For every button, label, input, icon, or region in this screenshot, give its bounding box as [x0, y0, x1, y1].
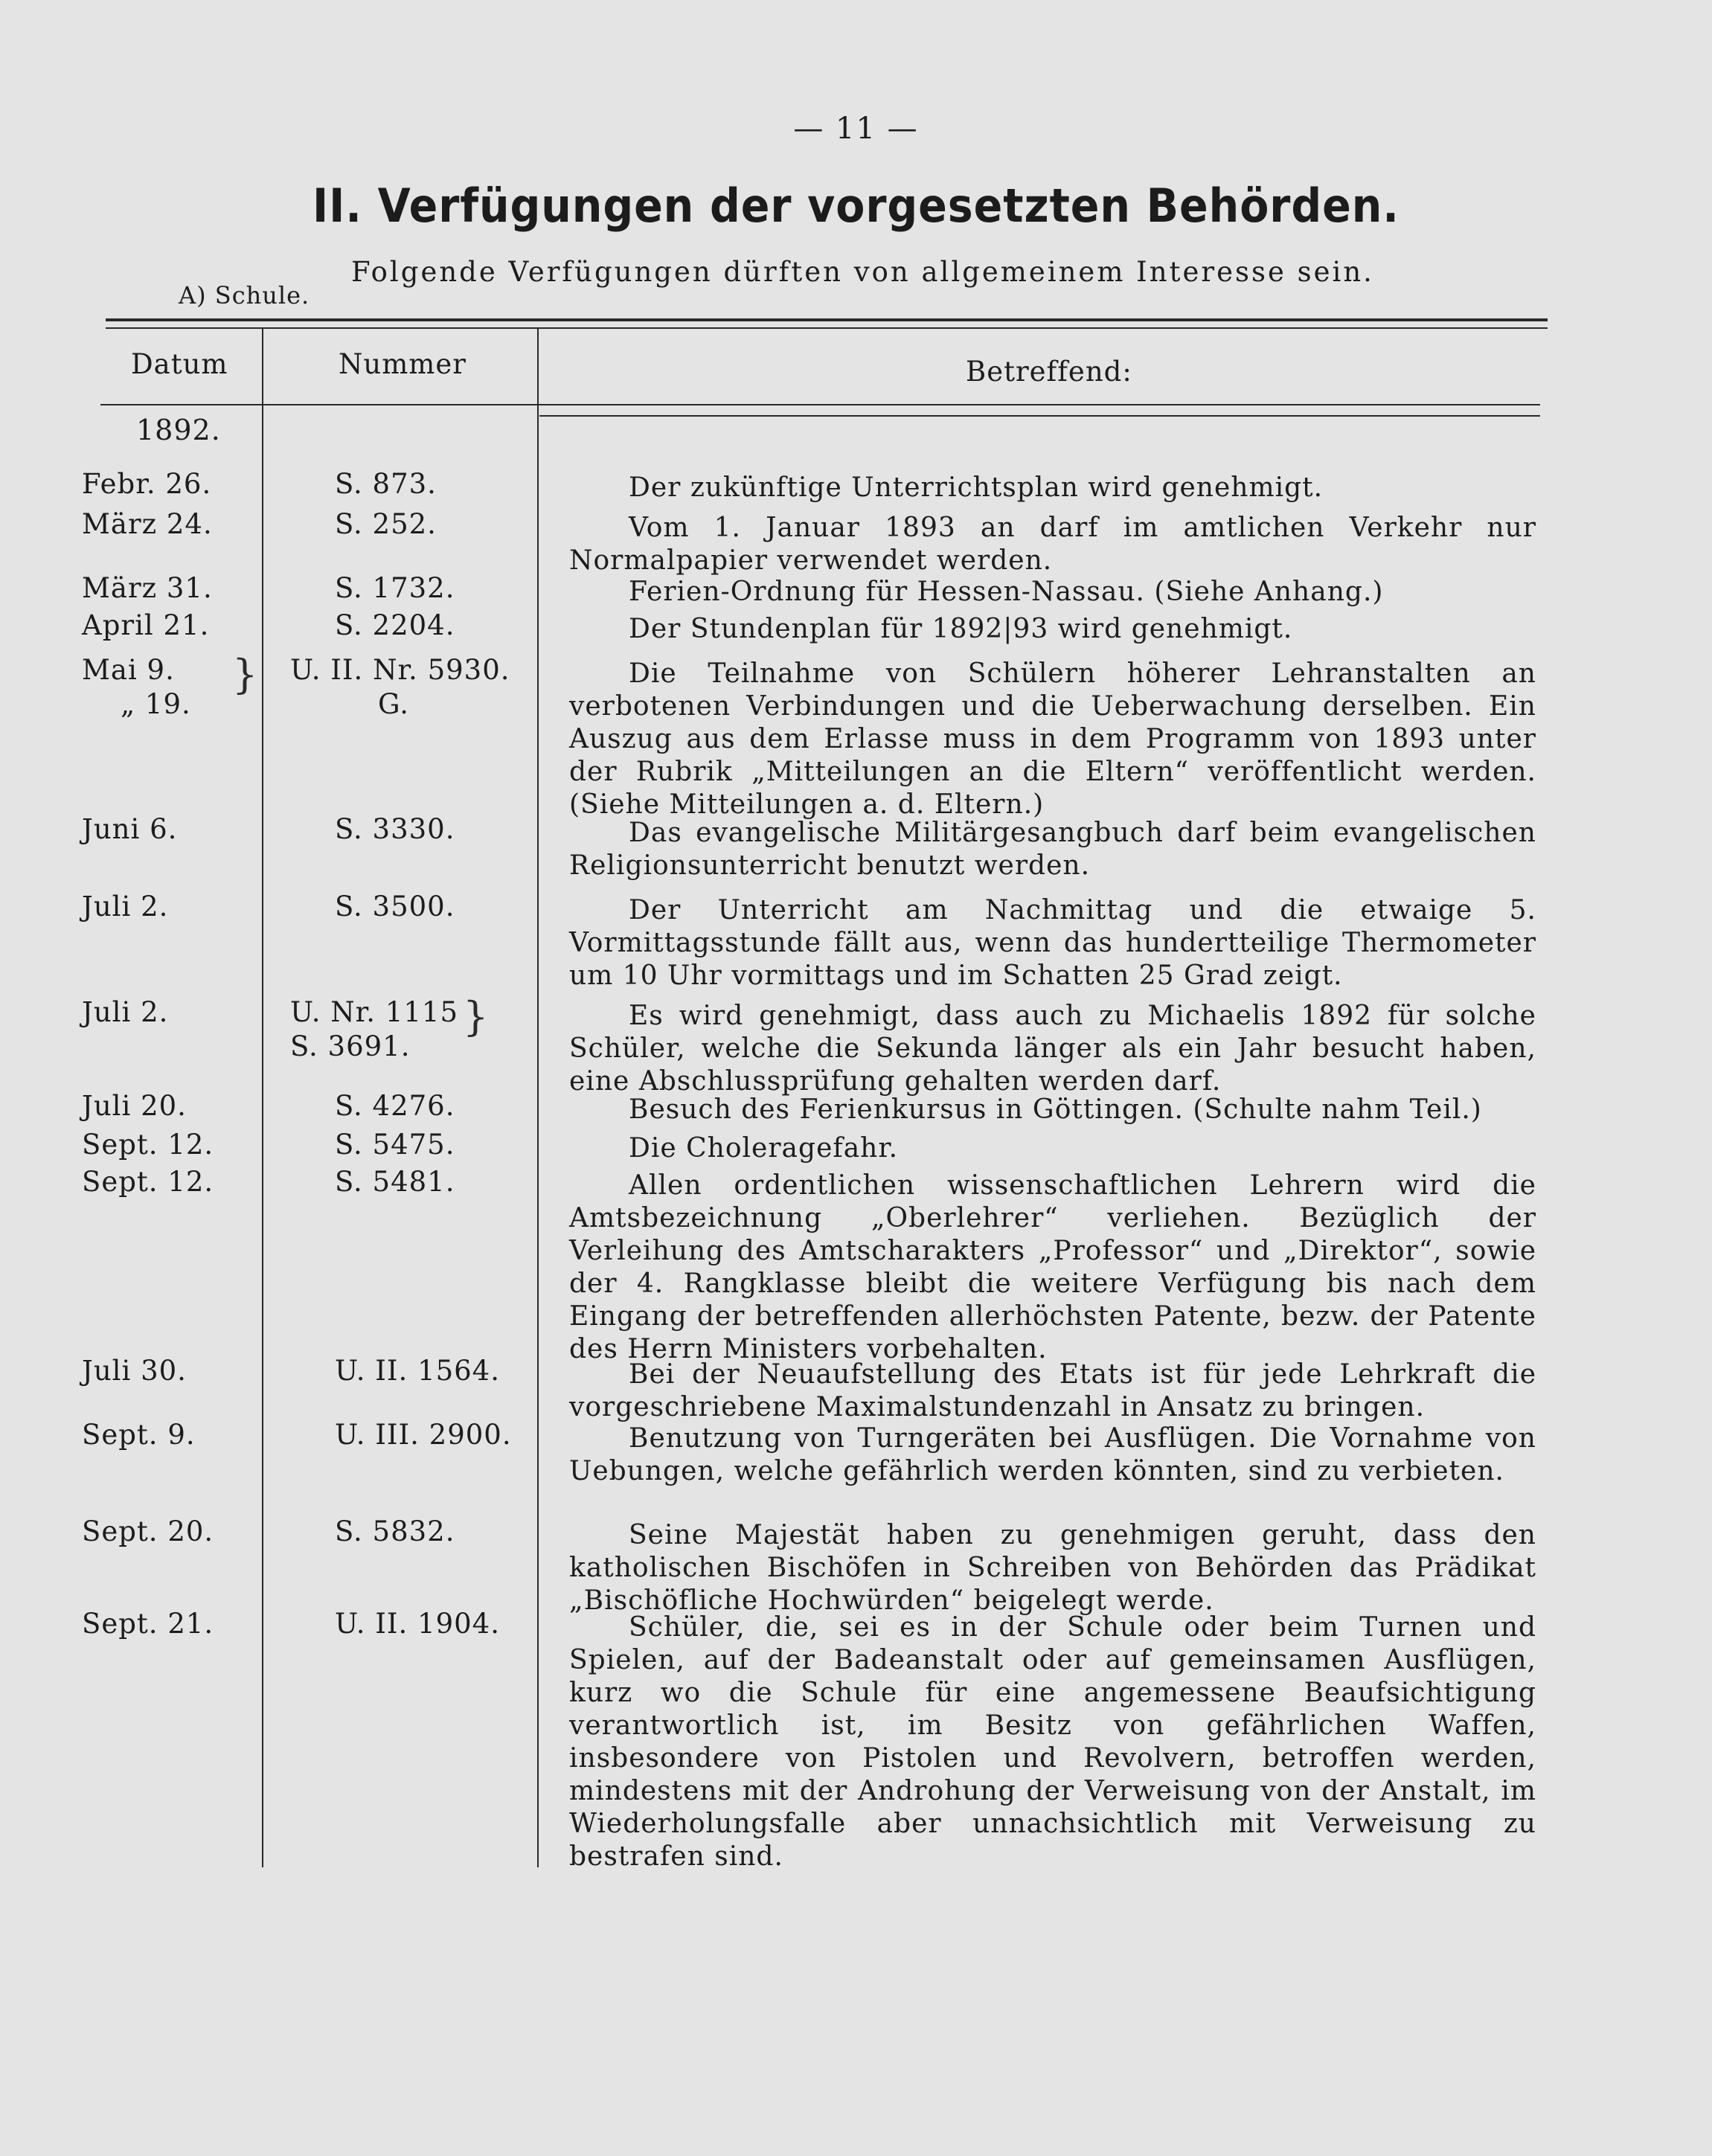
row-date: [82, 1515, 260, 1549]
row-number-line: S. 5481.: [335, 1166, 455, 1198]
row-number: [281, 1607, 534, 1641]
row-number-line: S. 1732.: [335, 572, 455, 604]
brace-mark: }: [232, 651, 258, 698]
column-divider-1: [262, 327, 263, 1867]
row-date-line: Juli 30.: [82, 1355, 187, 1387]
row-number-line: U. Nr. 1115: [290, 996, 458, 1028]
row-date-line: Sept. 12.: [82, 1129, 214, 1161]
row-date-line: Mai 9.: [82, 654, 175, 686]
row-number: [281, 1165, 534, 1199]
row-number: [281, 507, 534, 542]
row-subject-text: Die Choleragefahr.: [629, 1133, 899, 1164]
row-date: [82, 812, 260, 847]
header-subject: Betreffend:: [966, 356, 1132, 388]
row-number: [281, 995, 534, 1064]
row-date-line: März 31.: [82, 572, 213, 604]
row-number-line: U. II. 1904.: [335, 1608, 500, 1640]
row-number-line: S. 3330.: [335, 813, 455, 845]
row-date: [82, 467, 260, 501]
header-date: Datum: [131, 348, 228, 380]
row-number-line: U. II. 1564.: [335, 1355, 500, 1387]
row-number: [281, 1354, 534, 1388]
row-number-line: S. 5832.: [335, 1515, 455, 1547]
column-divider-2: [537, 327, 539, 1867]
row-date: [82, 995, 260, 1030]
row-date: [82, 609, 260, 643]
header-number: Nummer: [339, 348, 467, 380]
row-number-line: S. 873.: [335, 468, 437, 500]
row-number-line: S. 252.: [335, 508, 437, 540]
row-date-line: Juli 2.: [82, 996, 169, 1028]
row-subject-text: Allen ordentlichen wissenschaftlichen Lehrern wird die Amtsbezeichnung „Oberlehrer“ verliehen. Bezüglich der Verleihung des Amtscharakters „Professor“ und „Direktor“, sowie der 4. Rangklasse bleibt die weitere Verfügung bis nach dem Eingang der betreffenden allerhöchsten Patente, bezw. der Patente des Herrn Ministers vorbehalten.: [569, 1170, 1536, 1364]
row-subject-text: Bei der Neuaufstellung des Etats ist für jede Lehrkraft die vorgeschriebene Maximalstundenzahl in Ansatz zu bringen.: [569, 1359, 1536, 1422]
page-title: II. Verfügungen der vorgesetzten Behörden.: [312, 179, 1400, 233]
row-date-line: Sept. 20.: [82, 1515, 214, 1547]
row-number: [281, 653, 534, 722]
row-date-line: März 24.: [82, 508, 213, 540]
row-date: [82, 1089, 260, 1123]
row-subject-text: Benutzung von Turngeräten bei Ausflügen. Die Vornahme von Uebungen, welche gefährlich werden könnten, sind zu verbieten.: [569, 1423, 1536, 1486]
row-number-line: U. II. Nr. 5930.: [290, 654, 510, 686]
row-date-line: Sept. 12.: [82, 1166, 214, 1198]
row-number: [281, 1128, 534, 1162]
row-date-line: „ 19.: [121, 688, 191, 720]
row-date: [82, 1354, 260, 1388]
row-number: [281, 467, 534, 501]
row-date-line: Sept. 9.: [82, 1419, 196, 1451]
row-number-line: S. 3691.: [290, 1030, 411, 1062]
row-number: [281, 1089, 534, 1123]
brace-mark: }: [463, 993, 489, 1040]
row-subject-text: Es wird genehmigt, dass auch zu Michaelis 1892 für solche Schüler, welche die Sekunda länger als ein Jahr besucht haben, eine Abschlussprüfung gehalten werden darf.: [569, 1001, 1536, 1097]
row-subject-text: Das evangelische Militärgesangbuch darf beim evangelischen Religionsunterricht benutzt werden.: [569, 818, 1536, 881]
row-number: [281, 812, 534, 847]
row-date-line: Juli 2.: [82, 891, 169, 923]
row-date-line: April 21.: [82, 609, 210, 641]
row-subject-text: Der Stundenplan für 1892|93 wird genehmigt.: [629, 614, 1293, 644]
row-number-line: S. 2204.: [335, 609, 455, 641]
row-date-line: Febr. 26.: [82, 468, 212, 500]
row-subject-text: Seine Majestät haben zu genehmigen geruht, dass den katholischen Bischöfen in Schreiben von Behörden das Prädikat „Bischöfliche Hochwürden“ beigelegt werde.: [569, 1520, 1536, 1616]
table-top-rule-thin: [106, 327, 1548, 329]
row-number-line: G.: [378, 688, 409, 720]
year-label: 1892.: [136, 414, 221, 446]
row-date-line: Juli 20.: [82, 1090, 187, 1122]
row-number: [281, 609, 534, 643]
row-number: [281, 571, 534, 606]
row-number-line: S. 5475.: [335, 1129, 455, 1161]
row-subject-text: Ferien-Ordnung für Hessen-Nassau. (Siehe Anhang.): [629, 577, 1384, 607]
row-number: [281, 1418, 534, 1452]
row-date: [82, 1607, 260, 1641]
row-number-line: U. III. 2900.: [335, 1419, 512, 1451]
row-number: [281, 1515, 534, 1549]
row-date-line: Juni 6.: [82, 813, 178, 845]
row-subject-text: Der zukünftige Unterrichtsplan wird genehmigt.: [629, 472, 1324, 503]
row-date: [82, 1418, 260, 1452]
row-date: [82, 571, 260, 606]
row-date: [82, 890, 260, 924]
row-date-line: Sept. 21.: [82, 1608, 214, 1640]
row-subject-text: Schüler, die, sei es in der Schule oder beim Turnen und Spielen, auf der Badeanstalt oder auf gemeinsamen Ausflügen, kurz wo die Schule für eine angemessene Beaufsichtigung verantwortlich ist, im Besitz von gefährlichen Waffen, insbesondere von Pistolen und Revolvern, betroffen werden, mindestens mit der Androhung der Verweisung von der Anstalt, im Wiederholungsfalle aber unnachsichtlich mit Verweisung zu bestrafen sind.: [569, 1612, 1536, 1872]
row-number-line: S. 4276.: [335, 1090, 455, 1122]
row-subject-text: Vom 1. Januar 1893 an darf im amtlichen Verkehr nur Normalpapier verwendet werden.: [569, 513, 1536, 576]
subject-rule: [539, 415, 1540, 417]
row-subject-text: Die Teilnahme von Schülern höherer Lehranstalten an verbotenen Verbindungen und die Ueberwachung derselben. Ein Auszug aus dem Erlasse muss in dem Programm von 1893 unter der Rubrik „Mitteilungen an die Eltern“ veröffentlicht werden. (Siehe Mitteilungen a. d. Eltern.): [569, 658, 1536, 820]
row-subject-text: Besuch des Ferienkursus in Göttingen. (Schulte nahm Teil.): [629, 1094, 1482, 1125]
row-number: [281, 890, 534, 924]
table-top-rule-thick: [106, 318, 1548, 321]
page-number: — 11 —: [793, 112, 919, 146]
row-date: [82, 507, 260, 542]
row-subject-text: Der Unterricht am Nachmittag und die etwaige 5. Vormittagsstunde fällt aus, wenn das hundertteilige Thermometer um 10 Uhr vormittags und im Schatten 25 Grad zeigt.: [569, 895, 1536, 991]
row-date: [82, 1165, 260, 1199]
row-date: [82, 1128, 260, 1162]
section-label: A) Schule.: [179, 281, 310, 309]
row-number-line: S. 3500.: [335, 891, 455, 923]
header-bottom-rule: [100, 404, 1540, 405]
intro-text: Folgende Verfügungen dürften von allgemeinem Interesse sein.: [351, 256, 1374, 288]
